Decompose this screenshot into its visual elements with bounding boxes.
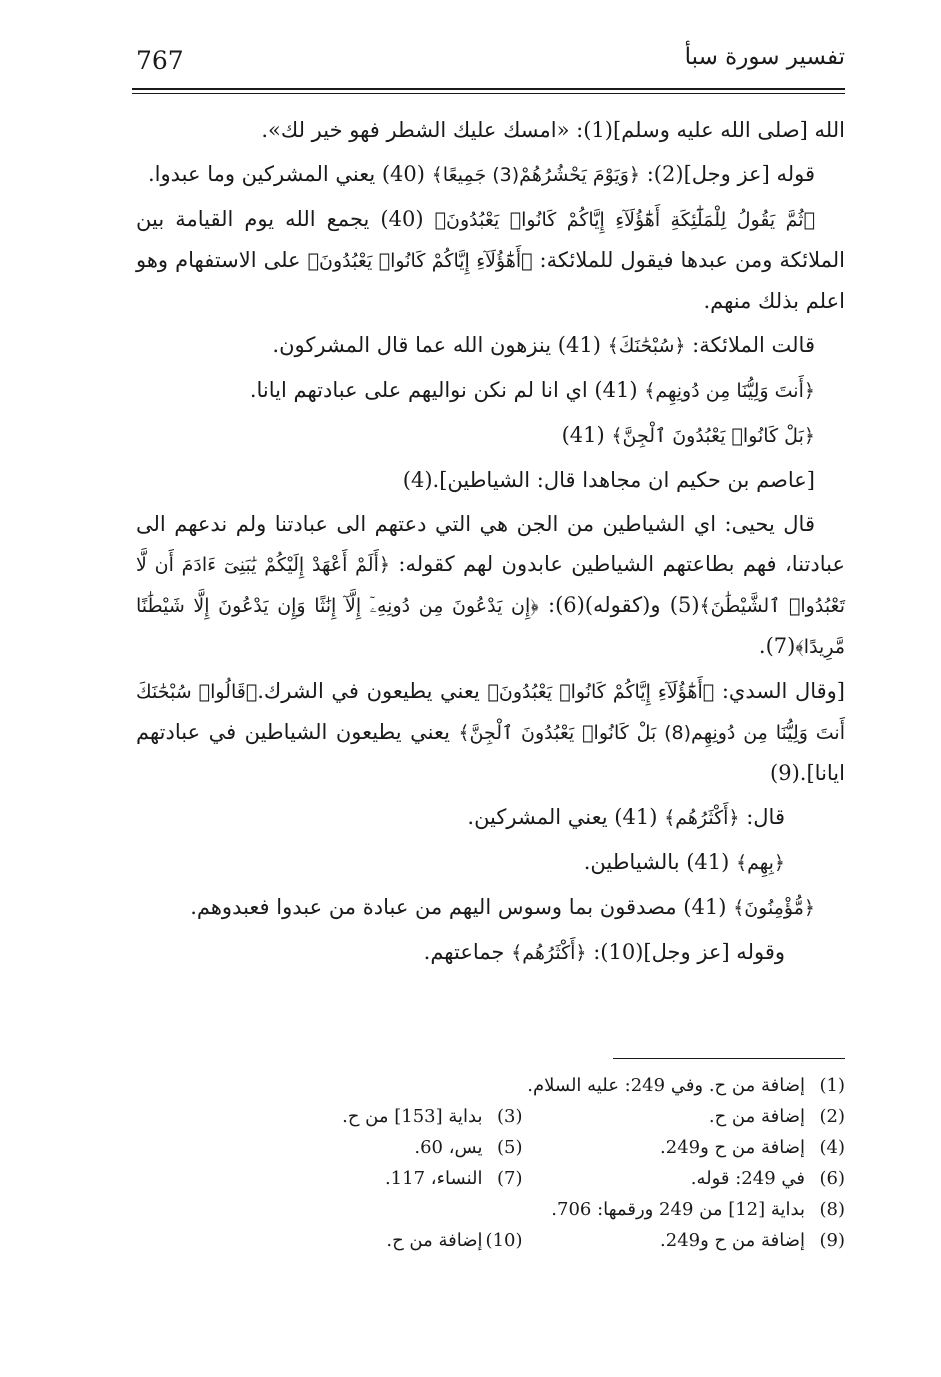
footnote: (6)في 249: قوله.: [690, 1168, 845, 1189]
quran-verse: ﴿ثُمَّ يَقُولُ لِلْمَلَٰٓئِكَةِ أَهَٰٓؤُلَآءِ إِيَّاكُمْ كَانُوا۟ يَعْبُدُونَ﴾: [434, 209, 815, 231]
quran-verse: ﴿مُّؤْمِنُونَ﴾: [733, 897, 815, 919]
footnote: (7)النساء، 117.: [384, 1168, 523, 1189]
quran-verse: ﴿إِن يَدْعُونَ مِن دُونِهِۦٓ إِلَّآ إِنَٰثًا وَإِن يَدْعُونَ إِلَّا شَيْطَٰنًا مَّرِيدًا﴾: [136, 595, 845, 658]
paragraph: وقوله [عز وجل](10): ﴿أَكْثَرُهُم﴾ جماعتهم.: [423, 940, 785, 964]
quran-verse: ﴿وَيَوْمَ يَحْشُرُهُمْ(3) جَمِيعًا﴾: [431, 164, 641, 186]
footnote: (2)إضافة من ح.: [708, 1106, 845, 1127]
paragraph: ﴿بَلْ كَانُوا۟ يَعْبُدُونَ ٱلْجِنَّ﴾ (41): [561, 423, 815, 447]
paragraph: [عاصم بن حكيم ان مجاهدا قال: الشياطين].(4): [402, 468, 815, 492]
paragraph: ﴿ثُمَّ يَقُولُ لِلْمَلَٰٓئِكَةِ أَهَٰٓؤُلَآءِ إِيَّاكُمْ كَانُوا۟ يَعْبُدُونَ﴾ (40) يجمع الله يوم القيامة بين الملائكة ومن عبدها فيقول للملائكة: ﴿أَهَٰٓؤُلَآءِ إِيَّاكُمْ كَانُوا۟ يَعْبُدُونَ﴾ على الاستفهام وهو اعلم بذلك منهم.: [136, 207, 845, 313]
footnote: (5)يس، 60.: [414, 1137, 523, 1158]
page-header: [136, 38, 845, 78]
paragraph: قال: ﴿أَكْثَرُهُم﴾ (41) يعني المشركين.: [467, 805, 785, 829]
quran-verse: ﴿أَنتَ وَلِيُّنَا مِن دُونِهِم﴾: [644, 380, 815, 402]
footnote: (4)إضافة من ح و249.: [660, 1137, 845, 1158]
footnote-row: [200, 1101, 845, 1132]
quran-verse: ﴿أَكْثَرُهُم﴾: [664, 807, 740, 829]
running-title: تفسير سورة سبأ: [684, 44, 845, 70]
paragraph: الله [صلى الله عليه وسلم](1): «امسك عليك الشطر فهو خير لك».: [261, 118, 845, 142]
footnote: (8)بداية [12] من 249 ورقمها: 706.: [551, 1199, 845, 1220]
paragraph: ﴿مُّؤْمِنُونَ﴾ (41) مصدقون بما وسوس اليهم من عبادة من عبدوا فعبدوهم.: [190, 895, 815, 919]
body-text: [136, 110, 845, 977]
quran-verse: ﴿سُبْحَٰنَكَ﴾: [607, 335, 686, 357]
quran-verse: ﴿بِهِم﴾: [736, 852, 785, 874]
footnote-row: [200, 1194, 845, 1225]
footnote-row: [200, 1163, 845, 1194]
paragraph: قالت الملائكة: ﴿سُبْحَٰنَكَ﴾ (41) ينزهون الله عما قال المشركون.: [272, 333, 815, 357]
paragraph: قال يحيى: اي الشياطين من الجن هي التي دعتهم الى عبادتنا ولم ندعهم الى عبادتنا، فهم بطاعتهم الشياطين عابدون لهم كقوله: ﴿أَلَمْ أَعْهَدْ إِلَيْكُمْ يَٰبَنِىٓ ءَادَمَ أَن لَّا تَعْبُدُوا۟ ٱلشَّيْطَٰنَ﴾(5) و(كقوله)(6): ﴿إِن يَدْعُونَ مِن دُونِهِۦٓ إِلَّآ إِنَٰثًا وَإِن يَدْعُونَ إِلَّا شَيْطَٰنًا مَّرِيدًا﴾(7).: [136, 512, 846, 658]
quran-verse: ﴿قَالُوا۟ سُبْحَٰنَكَ أَنتَ وَلِيُّنَا مِن دُونِهِم(8) بَلْ كَانُوا۟ يَعْبُدُونَ ٱلْجِنَّ﴾: [136, 681, 845, 744]
paragraph: قوله [عز وجل](2): ﴿وَيَوْمَ يَحْشُرُهُمْ(3) جَمِيعًا﴾ (40) يعني المشركين وما عبدوا.: [147, 162, 815, 186]
quran-verse: ﴿بَلْ كَانُوا۟ يَعْبُدُونَ ٱلْجِنَّ﴾: [611, 425, 815, 447]
page-number: 767: [136, 46, 184, 75]
paragraph: ﴿أَنتَ وَلِيُّنَا مِن دُونِهِم﴾ (41) اي انا لم نكن نواليهم على عبادتهم ايانا.: [249, 378, 815, 402]
footnote: (10)إضافة من ح.: [386, 1230, 523, 1251]
paragraph: ﴿بِهِم﴾ (41) بالشياطين.: [583, 850, 785, 874]
footnote-row: [200, 1225, 845, 1256]
footnote-row: [200, 1070, 845, 1101]
quran-verse: ﴿أَهَٰٓؤُلَآءِ إِيَّاكُمْ كَانُوا۟ يَعْبُدُونَ﴾: [487, 681, 715, 703]
quran-verse: ﴿أَلَمْ أَعْهَدْ إِلَيْكُمْ يَٰبَنِىٓ ءَادَمَ أَن لَّا تَعْبُدُوا۟ ٱلشَّيْطَٰنَ﴾: [136, 554, 846, 617]
footnote: (1)إضافة من ح. وفي 249: عليه السلام.: [527, 1075, 845, 1096]
header-rule-thin: [132, 93, 845, 94]
footnote: (3)بداية [153] من ح.: [342, 1106, 523, 1127]
footnote-row: [200, 1132, 845, 1163]
footnotes: [200, 1070, 845, 1256]
paragraph: [وقال السدي: ﴿أَهَٰٓؤُلَآءِ إِيَّاكُمْ كَانُوا۟ يَعْبُدُونَ﴾ يعني يطيعون في الشرك.﴿قَالُوا۟ سُبْحَٰنَكَ أَنتَ وَلِيُّنَا مِن دُونِهِم(8) بَلْ كَانُوا۟ يَعْبُدُونَ ٱلْجِنَّ﴾ يعني يطيعون الشياطين في عبادتهم ايانا].(9): [136, 679, 846, 785]
header-rule: [132, 88, 845, 90]
quran-verse: ﴿أَكْثَرُهُم﴾: [511, 942, 587, 964]
footnote: (9)إضافة من ح و249.: [660, 1230, 845, 1251]
footnote-rule: [613, 1058, 845, 1059]
quran-verse: ﴿أَهَٰٓؤُلَآءِ إِيَّاكُمْ كَانُوا۟ يَعْبُدُونَ﴾: [307, 250, 533, 272]
